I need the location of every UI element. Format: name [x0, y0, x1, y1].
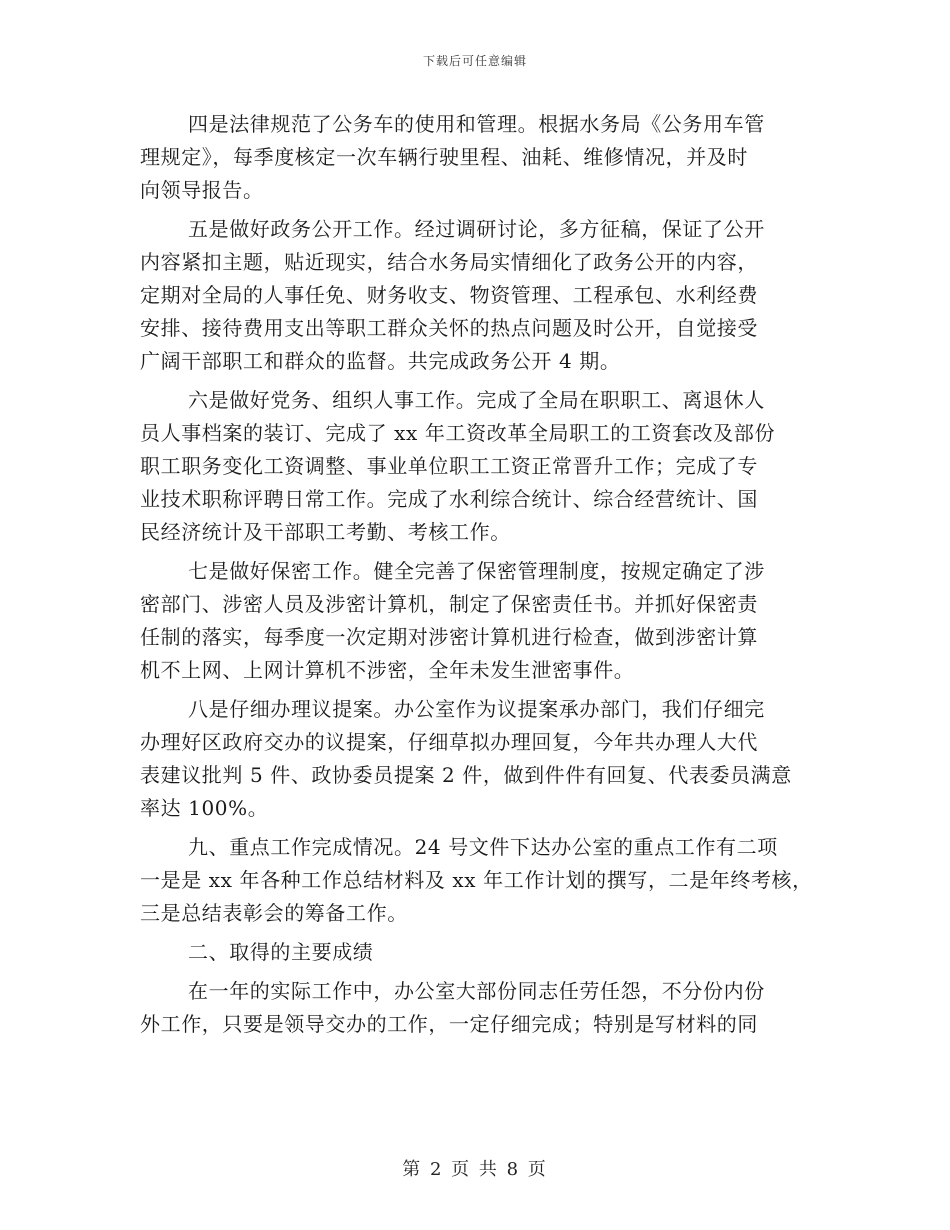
text-line: 一是是 xx 年各种工作总结材料及 xx 年工作计划的撰写，二是年终考核，: [140, 868, 813, 892]
paragraph: [140, 693, 830, 825]
paragraph: [140, 108, 830, 207]
text-line: 办理好区政府交办的议提案，仔细草拟办理回复，今年共办理人大代: [140, 730, 758, 754]
text-line: 密部门、涉密人员及涉密计算机，制定了保密责任书。并抓好保密责: [140, 592, 758, 616]
text-line: 三是总结表彰会的筹备工作。: [140, 901, 408, 925]
page-number: 第 2 页 共 8 页: [402, 1159, 548, 1180]
text-line: 定期对全局的人事任免、财务收支、物资管理、工程承包、水利经费: [140, 283, 758, 307]
text-line: 八是仔细办理议提案。办公室作为议提案承办部门，我们仔细完: [188, 697, 765, 721]
paragraph: [140, 975, 830, 1041]
document-body: [140, 108, 830, 1041]
text-line: 七是做好保密工作。健全完善了保密管理制度，按规定确定了涉: [188, 559, 765, 583]
text-line: 九、重点工作完成情况。24 号文件下达办公室的重点工作有二项: [188, 835, 778, 859]
text-line: 理规定》，每季度核定一次车辆行驶里程、油耗、维修情况，并及时: [140, 145, 748, 169]
text-line: 安排、接待费用支出等职工群众关怀的热点问题及时公开，自觉接受: [140, 316, 758, 340]
text-line: 业技术职称评聘日常工作。完成了水利综合统计、综合经营统计、国: [140, 487, 758, 511]
paragraph: [140, 384, 830, 549]
paragraph: [140, 555, 830, 687]
text-line: 向领导报告。: [140, 178, 264, 202]
text-line: 机不上网、上网计算机不涉密，全年未发生泄密事件。: [140, 658, 635, 682]
text-line: 表建议批判 5 件、政协委员提案 2 件，做到件件有回复、代表委员满意: [140, 763, 792, 787]
paragraph: [140, 831, 830, 930]
text-line: 广阔干部职工和群众的监督。共完成政务公开 4 期。: [140, 349, 621, 373]
text-line: 在一年的实际工作中，办公室大部份同志任劳任怨，不分份内份: [188, 979, 765, 1003]
text-line: 四是法律规范了公务车的使用和管理。根据水务局《公务用车管: [188, 112, 765, 136]
text-line: 职工职务变化工资调整、事业单位职工工资正常晋升工作；完成了专: [140, 454, 758, 478]
paragraph: [140, 213, 830, 378]
page-header: 下载后可任意编辑: [422, 54, 527, 68]
text-line: 员人事档案的装订、完成了 xx 年工资改革全局职工的工资套改及部份: [140, 421, 776, 445]
text-line: 六是做好党务、组织人事工作。完成了全局在职职工、离退休人: [188, 388, 765, 412]
text-line: 民经济统计及干部职工考勤、考核工作。: [140, 520, 511, 544]
text-line: 任制的落实，每季度一次定期对涉密计算机进行检查，做到涉密计算: [140, 625, 758, 649]
text-line: 五是做好政务公开工作。经过调研讨论，多方征稿，保证了公开: [188, 217, 765, 241]
text-line: 率达 100%。: [140, 796, 269, 820]
text-line: 外工作，只要是领导交办的工作，一定仔细完成；特别是写材料的同: [140, 1012, 758, 1036]
section-heading: [140, 936, 830, 969]
text-line: 内容紧扣主题，贴近现实，结合水务局实情细化了政务公开的内容，: [140, 250, 758, 274]
text-line: 二、取得的主要成绩: [188, 940, 374, 964]
